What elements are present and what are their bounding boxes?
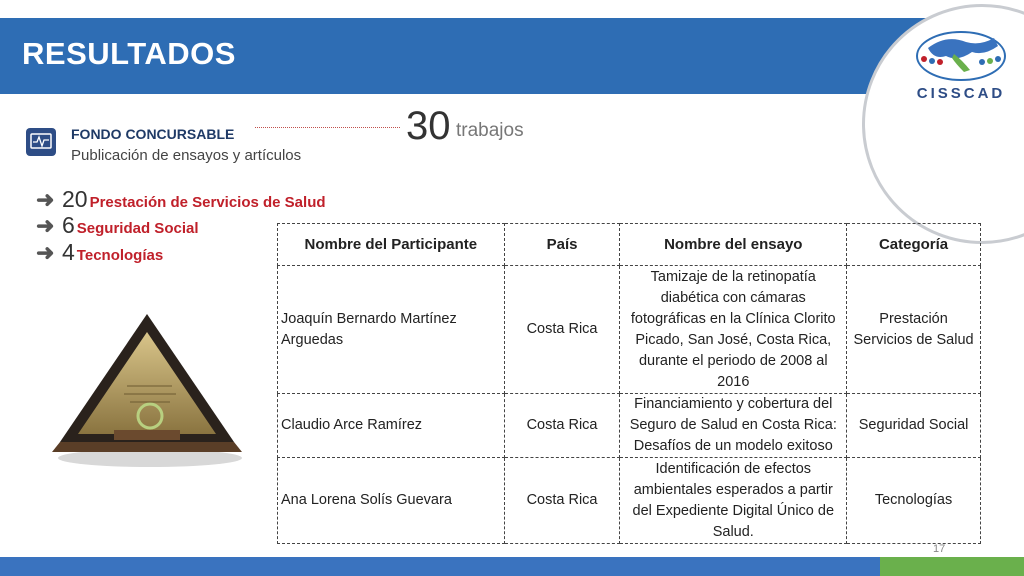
country-cell: Costa Rica [504, 394, 620, 458]
essay-cell: Identificación de efectos ambientales esperados a partir del Expediente Digital Único de Salud. [620, 458, 847, 544]
category-item [36, 212, 199, 238]
category-cell: Seguridad Social [847, 394, 981, 458]
footer-bar-blue [0, 557, 880, 576]
table-row [278, 266, 981, 394]
trophy-image [52, 308, 242, 470]
fondo-title: FONDO CONCURSABLE [71, 126, 235, 142]
connector-line [255, 127, 400, 128]
column-header: Nombre del ensayo [620, 224, 847, 266]
category-count: 4 [62, 239, 75, 265]
category-cell: Tecnologías [847, 458, 981, 544]
category-count: 20 [62, 186, 88, 212]
results-table [277, 223, 981, 544]
table-row [278, 394, 981, 458]
logo-text: CISSCAD [916, 85, 1006, 102]
country-cell: Costa Rica [504, 266, 620, 394]
category-item [36, 239, 163, 265]
category-label: Tecnologías [76, 247, 164, 264]
category-label: Prestación de Servicios de Salud [89, 194, 326, 211]
essay-cell: Financiamiento y cobertura del Seguro de Salud en Costa Rica: Desafíos de un modelo exitoso [620, 394, 847, 458]
total-count: 30 [406, 104, 451, 148]
category-item [36, 186, 326, 212]
column-header: País [504, 224, 620, 266]
fondo-subtitle: Publicación de ensayos y artículos [71, 147, 302, 164]
participant-cell: Joaquín Bernardo Martínez Arguedas [278, 266, 505, 394]
arrow-right-icon: ➜ [36, 213, 55, 238]
page-title: RESULTADOS [22, 36, 236, 71]
column-header: Categoría [847, 224, 981, 266]
category-cell: Prestación Servicios de Salud [847, 266, 981, 394]
page-number: 17 [933, 543, 946, 555]
category-label: Seguridad Social [76, 220, 199, 237]
table-row [278, 458, 981, 544]
arrow-right-icon: ➜ [36, 240, 55, 265]
column-header: Nombre del Participante [278, 224, 505, 266]
essay-cell: Tamizaje de la retinopatía diabética con cámaras fotográficas en la Clínica Clorito Picado, San José, Costa Rica, durante el periodo de 2008 al 2016 [620, 266, 847, 394]
category-count: 6 [62, 212, 75, 238]
cisscad-logo [906, 26, 1016, 106]
arrow-right-icon: ➜ [36, 187, 55, 212]
monitor-pulse-icon [26, 128, 56, 156]
total-count-label: trabajos [456, 120, 524, 141]
participant-cell: Ana Lorena Solís Guevara [278, 458, 505, 544]
table-header-row [278, 224, 981, 266]
participant-cell: Claudio Arce Ramírez [278, 394, 505, 458]
country-cell: Costa Rica [504, 458, 620, 544]
